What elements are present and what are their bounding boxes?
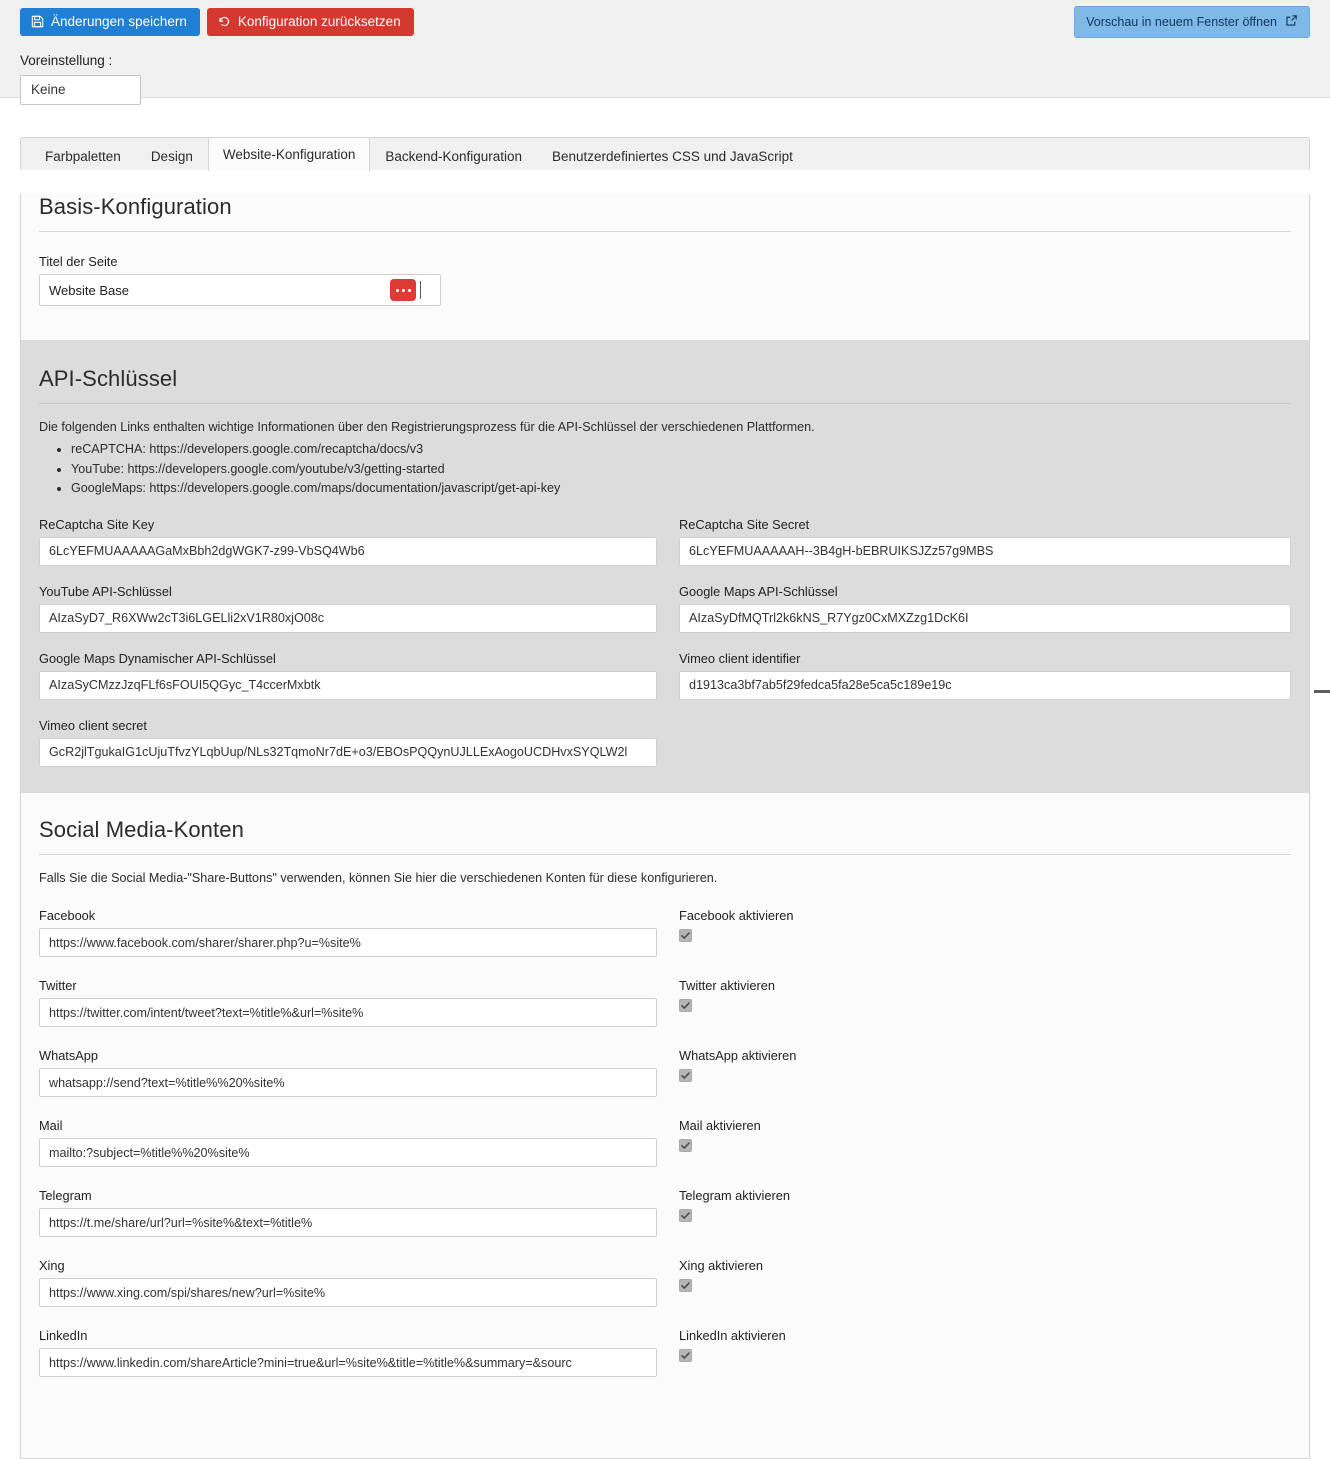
- xing-toggle-block: [679, 1258, 1291, 1307]
- field-value: d1913ca3bf7ab5f29fedca5fa28e5ca5c189e19c: [689, 678, 952, 693]
- reset-configuration-button[interactable]: [207, 8, 414, 36]
- api-link-recaptcha[interactable]: • reCAPTCHA: https://developers.google.com/recaptcha/docs/v3: [71, 440, 1291, 460]
- base-configuration-section: [21, 194, 1309, 340]
- google-maps-dynamic-api-key-input[interactable]: [39, 671, 657, 700]
- field-value: mailto:?subject=%title%%20%site%: [49, 1145, 250, 1160]
- xing-enable-checkbox[interactable]: [679, 1279, 692, 1292]
- tab-bar: [20, 137, 1310, 170]
- recaptcha-site-key-input[interactable]: [39, 537, 657, 566]
- social-media-grid: [39, 887, 1291, 1377]
- linkedin-toggle-label: LinkedIn aktivieren: [679, 1328, 786, 1344]
- field-value: AIzaSyD7_R6XWw2cT3i6LGELli2xV1R80xjO08c: [49, 611, 325, 626]
- social-media-heading: Social Media-Konten: [39, 817, 1291, 855]
- save-changes-label: Änderungen speichern: [51, 14, 187, 29]
- youtube-api-key-input[interactable]: [39, 604, 657, 633]
- preset-select[interactable]: [20, 75, 141, 105]
- field-value: AIzaSyCMzzJzqFLf6sFOUI5QGyc_T4ccerMxbtk: [49, 678, 321, 693]
- floppy-disk-icon: [31, 15, 44, 28]
- telegram-url-input[interactable]: [39, 1208, 657, 1237]
- vimeo-client-identifier-label: Vimeo client identifier: [679, 650, 801, 666]
- api-keys-intro: Die folgenden Links enthalten wichtige Informationen über den Registrierungsprozess für die API-Schlüssel der verschiedenen Plattformen.: [39, 420, 815, 434]
- linkedin-toggle-block: [679, 1328, 1291, 1377]
- whatsapp-toggle-label: WhatsApp aktivieren: [679, 1048, 797, 1064]
- scrollbar-fragment[interactable]: [1314, 690, 1330, 693]
- mail-url-input[interactable]: [39, 1138, 657, 1167]
- telegram-enable-checkbox[interactable]: [679, 1209, 692, 1222]
- xing-toggle-label: Xing aktivieren: [679, 1258, 763, 1274]
- xing-url-input[interactable]: [39, 1278, 657, 1307]
- configuration-panel-wrapper: [0, 98, 1330, 1459]
- telegram-url-block: [39, 1188, 657, 1237]
- twitter-toggle-label: Twitter aktivieren: [679, 978, 776, 994]
- twitter-toggle-block: [679, 978, 1291, 1027]
- telegram-toggle-block: [679, 1188, 1291, 1237]
- top-toolbar: [0, 0, 1330, 98]
- whatsapp-label: WhatsApp: [39, 1048, 99, 1064]
- social-media-intro: Falls Sie die Social Media-"Share-Buttons" verwenden, können Sie hier die verschiedenen Konten für diese konfigurieren.: [39, 870, 718, 885]
- field-value: whatsapp://send?text=%title%%20%site%: [49, 1075, 285, 1090]
- external-link-icon: [1285, 14, 1298, 30]
- facebook-label: Facebook: [39, 908, 96, 924]
- google-maps-dynamic-api-key-label: Google Maps Dynamischer API-Schlüssel: [39, 650, 276, 666]
- api-link-googlemaps[interactable]: • GoogleMaps: https://developers.google.com/maps/documentation/javascript/get-api-key: [71, 479, 1291, 499]
- page-title-input[interactable]: [39, 274, 441, 306]
- api-keys-grid: [39, 499, 1291, 767]
- tab-label: Design: [150, 148, 193, 164]
- undo-arrow-icon: [218, 15, 231, 28]
- field-value: https://t.me/share/url?url=%site%&text=%title%: [49, 1215, 313, 1230]
- text-cursor-icon: [420, 281, 421, 299]
- tab-website-konfiguration[interactable]: [208, 137, 371, 171]
- field-value: 6LcYEFMUAAAAAH--3B4gH-bEBRUIKSJZz57g9MBS: [689, 544, 994, 559]
- twitter-url-block: [39, 978, 657, 1027]
- open-preview-label: Vorschau in neuem Fenster öffnen: [1086, 14, 1277, 29]
- tab-label: Farbpaletten: [45, 148, 121, 164]
- translation-dots-button[interactable]: [390, 279, 416, 301]
- vimeo-client-secret-label: Vimeo client secret: [39, 717, 147, 733]
- save-changes-button[interactable]: [20, 8, 200, 36]
- dot-icon: [408, 289, 411, 292]
- mail-toggle-label: Mail aktivieren: [679, 1118, 761, 1134]
- dot-icon: [402, 289, 405, 292]
- page-title-value: Website Base: [49, 282, 129, 298]
- page-title-label: Titel der Seite: [39, 254, 118, 269]
- recaptcha-site-secret-label: ReCaptcha Site Secret: [679, 516, 810, 532]
- whatsapp-url-input[interactable]: [39, 1068, 657, 1097]
- facebook-url-block: [39, 908, 657, 957]
- twitter-enable-checkbox[interactable]: [679, 999, 692, 1012]
- api-keys-heading: API-Schlüssel: [39, 366, 1291, 404]
- facebook-enable-checkbox[interactable]: [679, 929, 692, 942]
- tab-label: Benutzerdefiniertes CSS und JavaScript: [552, 148, 793, 164]
- vimeo-client-identifier-input[interactable]: [679, 671, 1291, 700]
- facebook-toggle-block: [679, 908, 1291, 957]
- google-maps-dynamic-api-key-block: [39, 651, 657, 700]
- youtube-api-key-block: [39, 584, 657, 633]
- whatsapp-toggle-block: [679, 1048, 1291, 1097]
- preset-selected-value: Keine: [31, 82, 66, 97]
- linkedin-url-input[interactable]: [39, 1348, 657, 1377]
- google-maps-api-key-input[interactable]: [679, 604, 1291, 633]
- google-maps-api-key-block: [679, 584, 1291, 633]
- preset-label: Voreinstellung :: [20, 52, 113, 68]
- tab-custom-css-javascript[interactable]: [537, 141, 808, 172]
- social-media-section: [21, 817, 1309, 1377]
- mail-url-block: [39, 1118, 657, 1167]
- mail-enable-checkbox[interactable]: [679, 1139, 692, 1152]
- twitter-label: Twitter: [39, 978, 77, 994]
- vimeo-client-secret-input[interactable]: [39, 738, 657, 767]
- whatsapp-enable-checkbox[interactable]: [679, 1069, 692, 1082]
- api-link-youtube[interactable]: • YouTube: https://developers.google.com/youtube/v3/getting-started: [71, 460, 1291, 480]
- google-maps-api-key-label: Google Maps API-Schlüssel: [679, 583, 838, 599]
- recaptcha-site-secret-input[interactable]: [679, 537, 1291, 566]
- linkedin-label: LinkedIn: [39, 1328, 88, 1344]
- page-title-field-block: [39, 254, 1291, 306]
- telegram-label: Telegram: [39, 1188, 92, 1204]
- tab-farbpaletten[interactable]: [30, 141, 136, 172]
- recaptcha-site-key-label: ReCaptcha Site Key: [39, 516, 155, 532]
- mail-toggle-block: [679, 1118, 1291, 1167]
- whatsapp-url-block: [39, 1048, 657, 1097]
- vimeo-client-secret-block: [39, 718, 657, 767]
- facebook-toggle-label: Facebook aktivieren: [679, 908, 794, 924]
- website-konfiguration-panel: [20, 194, 1310, 1459]
- linkedin-enable-checkbox[interactable]: [679, 1349, 692, 1362]
- field-value: https://twitter.com/intent/tweet?text=%title%&url=%site%: [49, 1005, 364, 1020]
- reset-configuration-label: Konfiguration zurücksetzen: [237, 14, 401, 29]
- tab-label: Website-Konfiguration: [222, 146, 356, 162]
- field-value: https://www.linkedin.com/shareArticle?mini=true&url=%site%&title=%title%&summary=&sourc: [49, 1355, 572, 1370]
- base-configuration-heading: Basis-Konfiguration: [39, 194, 1291, 232]
- field-value: GcR2jlTgukaIG1cUjuTfvzYLqbUup/NLs32TqmoNr7dE+o3/EBOsPQQynUJLLExAogoUCDHvxSYQLW2l: [49, 745, 628, 760]
- field-value: AIzaSyDfMQTrl2k6kNS_R7Ygz0CxMXZzg1DcK6I: [689, 611, 969, 626]
- xing-label: Xing: [39, 1258, 65, 1274]
- youtube-api-key-label: YouTube API-Schlüssel: [39, 583, 172, 599]
- tab-backend-konfiguration[interactable]: [370, 141, 537, 172]
- twitter-url-input[interactable]: [39, 998, 657, 1027]
- recaptcha-site-secret-block: [679, 517, 1291, 566]
- field-value: 6LcYEFMUAAAAAGaMxBbh2dgWGK7-z99-VbSQ4Wb6: [49, 544, 365, 559]
- tab-label: Backend-Konfiguration: [385, 148, 523, 164]
- xing-url-block: [39, 1258, 657, 1307]
- api-keys-link-list: [39, 440, 1291, 499]
- telegram-toggle-label: Telegram aktivieren: [679, 1188, 790, 1204]
- field-value: https://www.xing.com/spi/shares/new?url=%site%: [49, 1285, 326, 1300]
- dot-icon: [396, 289, 399, 292]
- vimeo-client-identifier-block: [679, 651, 1291, 700]
- api-keys-section: [21, 340, 1309, 793]
- field-value: https://www.facebook.com/sharer/sharer.php?u=%site%: [49, 935, 361, 950]
- linkedin-url-block: [39, 1328, 657, 1377]
- mail-label: Mail: [39, 1118, 63, 1134]
- facebook-url-input[interactable]: [39, 928, 657, 957]
- recaptcha-site-key-block: [39, 517, 657, 566]
- tab-design[interactable]: [136, 141, 208, 172]
- open-preview-button[interactable]: [1074, 6, 1310, 38]
